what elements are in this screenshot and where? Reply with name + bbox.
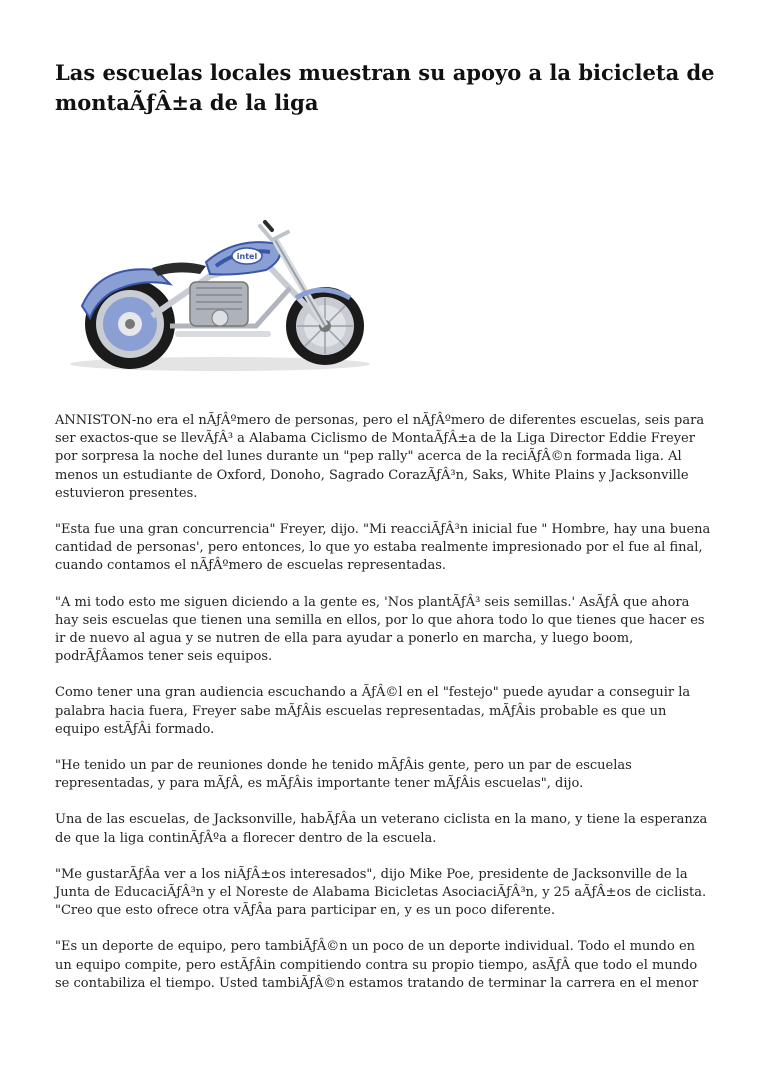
article-body (55, 412, 715, 1011)
paragraph: "Es un deporte de equipo, pero tambiÃƒÂ©n un poco de un deporte individual. Todo el mundo en un equipo compite, pero estÃƒÂin compitiendo contra su propio tiempo, asÃƒÂ que todo el mundo se contabiliza el tiempo. Usted tambiÃƒÂ©n estamos tratando de terminar la carrera en el menor (55, 939, 699, 991)
paragraph: Una de las escuelas, de Jacksonville, habÃƒÂa un veterano ciclista en la mano, y tiene la esperanza de que la liga continÃƒÂºa a florecer dentro de la escuela. (55, 812, 708, 846)
motorcycle-icon (60, 218, 380, 376)
motorcycle-image (60, 218, 380, 376)
paragraph: "Esta fue una gran concurrencia" Freyer, dijo. "Mi reacciÃƒÂ³n inicial fue " Hombre, hay una buena cantidad de personas', pero entonces, lo que yo estaba realmente impresionado por el fue al final, cuando contamos el nÃƒÂºmero de escuelas representadas. (55, 522, 711, 574)
paragraph: "He tenido un par de reuniones donde he tenido mÃƒÂis gente, pero un par de escuelas representadas, y para mÃƒÂ, es mÃƒÂis importante tener mÃƒÂis escuelas", dijo. (55, 758, 632, 792)
paragraph: ANNISTON-no era el nÃƒÂºmero de personas, pero el nÃƒÂºmero de diferentes escuelas, seis para ser exactos-que se llevÃƒÂ³ a Alabama Ciclismo de MontaÃƒÂ±a de la Liga Director Eddie Freyer por sorpresa la noche del lunes durante un "pep rally" acerca de la reciÃƒÂ©n formada liga. Al menos un estudiante de Oxford, Donoho, Sagrado CorazÃƒÂ³n, Saks, White Plains y Jacksonville estuvieron presentes. (55, 413, 705, 501)
article-title: Las escuelas locales muestran su apoyo a la bicicleta de montaÃƒÂ±a de la liga (55, 60, 715, 115)
paragraph: Como tener una gran audiencia escuchando a ÃƒÂ©l en el "festejo" puede ayudar a conseguir la palabra hacia fuera, Freyer sabe mÃƒÂis escuelas representadas, mÃƒÂis probable es que un equipo estÃƒÂi formado. (55, 685, 691, 737)
paragraph: "Me gustarÃƒÂa ver a los niÃƒÂ±os interesados", dijo Mike Poe, presidente de Jacksonville de la Junta de EducaciÃƒÂ³n y el Noreste de Alabama Bicicletas AsociaciÃƒÂ³n, y 25 aÃƒÂ±os de ciclista. "Creo que esto ofrece otra vÃƒÂa para participar en, y es un poco diferente. (55, 866, 707, 919)
intel-badge: intel (236, 252, 258, 261)
paragraph: "A mi todo esto me siguen diciendo a la gente es, 'Nos plantÃƒÂ³ seis semillas.' AsÃƒÂ que ahora hay seis escuelas que tienen una semilla en ellos, por lo que ahora todo lo que tienes que hacer es ir de nuevo al agua y se nutren de ella para ayudar a ponerlo en marcha, y luego boom, podrÃƒÂamos tener seis equipos. (55, 594, 705, 665)
